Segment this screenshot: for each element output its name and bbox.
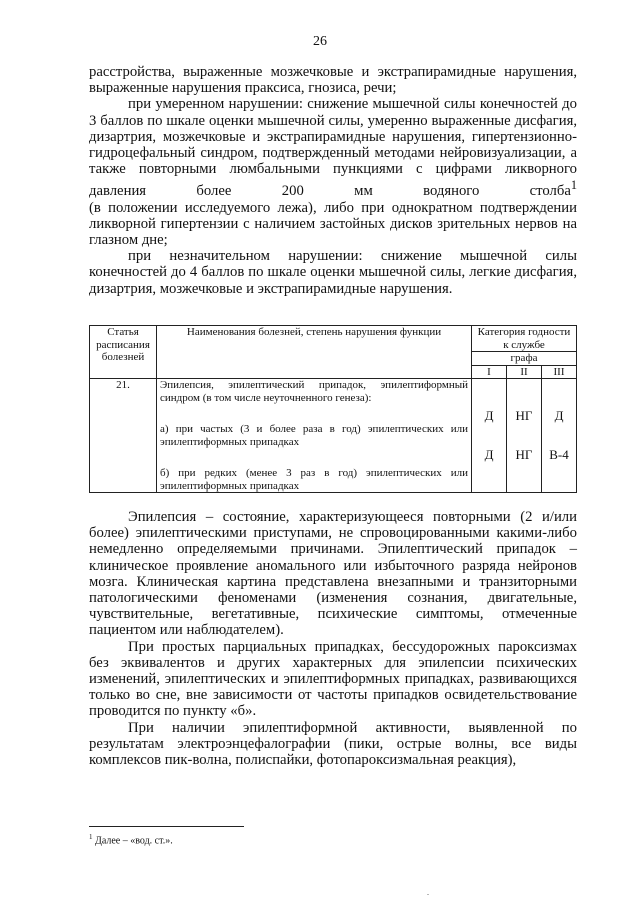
- item-a: а) при частых (3 и более раза в год) эпилептических или эпилептиформных припадках: [160, 423, 468, 448]
- cat-b-1: Д: [484, 446, 494, 462]
- header-article: Статья расписания болезней: [90, 326, 157, 379]
- item-main: Эпилепсия, эпилептический припадок, эпилептиформный синдром (в том числе неуточненного генеза):: [160, 379, 468, 404]
- paragraph-5: При простых парциальных припадках, бессудорожных пароксизмах без эквивалентов и других характерных для эпилепсии психических изменений, эпилептических и эпилептиформных припадках, развивающихся только во сне, вне зависимости от частоты припадков освидетельствование проводится по пункту «б».: [89, 638, 577, 720]
- header-category: Категория годности к службе: [472, 326, 577, 352]
- table-header-row: [90, 326, 577, 352]
- cat-b-3: В-4: [549, 446, 569, 462]
- category-col-3: [542, 379, 577, 493]
- paragraph-1: расстройства, выраженные мозжечковые и экстрапирамидные нарушения, выраженные нарушения праксиса, гнозиса, речи;: [89, 64, 577, 97]
- table-cell-text: [157, 379, 472, 493]
- header-disease-name: Наименования болезней, степень нарушения функции: [157, 326, 472, 379]
- header-grade-3: III: [542, 365, 577, 379]
- header-grade-2: II: [507, 365, 542, 379]
- cat-a-3: Д: [554, 408, 564, 423]
- disease-schedule-table: [89, 325, 577, 493]
- item-b: б) при редких (менее 3 раз в год) эпилептических или эпилептиформных припадках: [160, 467, 468, 492]
- footnote-text: Далее – «вод. ст.».: [95, 835, 173, 847]
- paragraph-6: При наличии эпилептиформной активности, выявленной по результатам электроэнцефалографии (пики, острые волны, все виды комплексов пик-волна, полиспайки, фотопароксизмальная реакция),: [89, 719, 577, 769]
- table-row: [90, 379, 577, 493]
- cat-b-2: НГ: [515, 446, 533, 462]
- article-number: 21.: [90, 379, 157, 493]
- category-col-1: [472, 379, 507, 493]
- paragraph-4: Эпилепсия – состояние, характеризующееся повторными (2 и/или более) эпилептическими приступами, не спровоцированными какими-либо немедленно определяемыми причинами. Эпилептический припадок – клиническое проявление аномального или избыточного разряда нейронов мозга. Клиническая картина представлена внезапными и транзиторными патологическими феноменами (изменения сознания, двигательные, чувствительные, вегетативные, психические симптомы, отмеченные пациентом или наблюдателем).: [89, 509, 577, 639]
- page-number: 26: [313, 34, 327, 49]
- footnote-number: 1: [89, 833, 93, 841]
- scan-speck: .: [427, 888, 429, 897]
- header-graph: графа: [472, 352, 577, 366]
- paragraph-3: при незначительном нарушении: снижение мышечной силы конечностей до 4 баллов по шкале оценки мышечной силы, легкие дисфагия, дизартрия, мозжечковые и экстрапирамидные нарушения.: [89, 248, 577, 297]
- category-col-2: [507, 379, 542, 493]
- footnote-rule: [89, 826, 244, 827]
- bottom-text-block: [89, 509, 577, 768]
- footnote-marker: 1: [570, 178, 577, 193]
- paragraph-2-text: при умеренном нарушении: снижение мышечной силы конечностей до 3 баллов по шкале оценки мышечной силы, умеренно выраженные дисфагия, дизартрия, мозжечковые и экстрапирамидные нарушения, гипертензионно-гидроцефальный синдром, подтвержденный методами нейровизуализации, а также повторными люмбальными пункциями с цифрами ликворного давления более 200 мм водяного столба: [89, 96, 577, 200]
- paragraph-2-continuation: (в положении исследуемого лежа), либо при однократном подтверждении ликворной гипертензии с наличием застойных дисков зрительных нервов на глазном дне;: [89, 199, 577, 248]
- header-grade-1: I: [472, 365, 507, 379]
- cat-a-1: Д: [484, 408, 494, 423]
- cat-a-2: НГ: [515, 408, 533, 423]
- top-text-block: [89, 64, 577, 297]
- footnote: [89, 833, 173, 846]
- paragraph-2: [89, 96, 577, 199]
